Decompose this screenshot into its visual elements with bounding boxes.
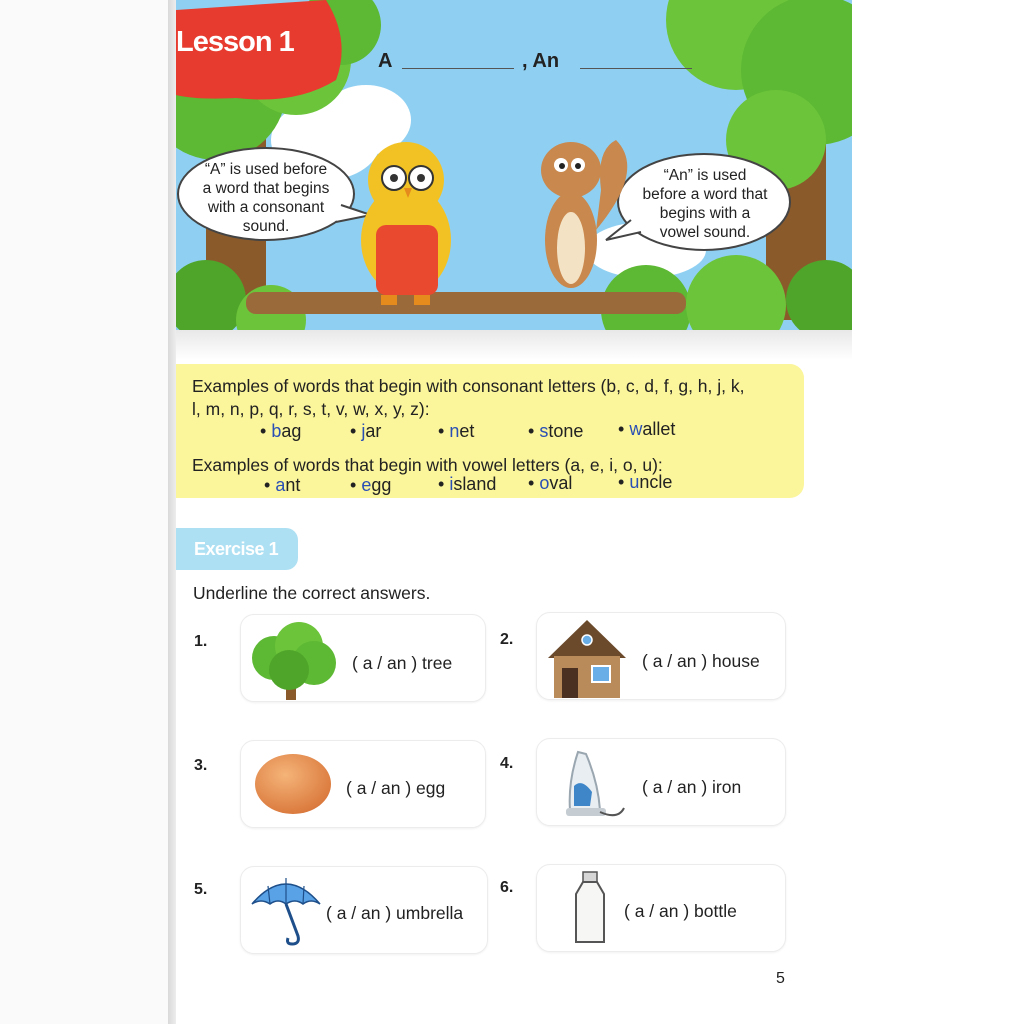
word-first-letter: o — [539, 473, 550, 493]
vowel-word-ant: • ant — [264, 475, 301, 495]
tree-icon — [244, 618, 344, 704]
item-number: 4. — [500, 755, 514, 772]
item-number: 1. — [194, 633, 208, 650]
blank-line-an — [580, 68, 692, 69]
word-first-letter: s — [539, 421, 549, 441]
word-rest: gg — [371, 475, 392, 495]
consonant-examples-heading-1: Examples of words that begin with consonant letters (b, c, d, f, g, h, j, k, — [192, 376, 745, 396]
owl-bubble-line: a word that begins — [202, 180, 330, 197]
owl-speech-bubble — [186, 160, 346, 236]
item-choice[interactable]: ( a / an ) tree — [352, 653, 453, 673]
squirrel-bubble-line: vowel sound. — [659, 224, 751, 241]
item-choice[interactable]: ( a / an ) house — [642, 651, 760, 671]
word-rest: tone — [548, 421, 584, 441]
vowel-word-egg: • egg — [350, 475, 392, 495]
owl-bubble-line: sound. — [242, 218, 290, 235]
consonant-word-net: • net — [438, 421, 475, 441]
word-rest: val — [549, 473, 573, 493]
heading-article-an: , An — [522, 50, 560, 72]
egg-icon — [254, 750, 334, 820]
word-first-letter: a — [275, 475, 286, 495]
word-first-letter: j — [361, 421, 366, 441]
banner-shadow — [176, 330, 852, 360]
lesson-title: Lesson 1 — [176, 26, 294, 58]
item-choice[interactable]: ( a / an ) umbrella — [326, 903, 464, 923]
house-icon — [544, 616, 630, 702]
exercise-tab: Exercise 1 — [176, 528, 298, 570]
exercise-instruction: Underline the correct answers. — [193, 583, 431, 603]
consonant-word-stone: • stone — [528, 421, 584, 441]
consonant-word-jar: • jar — [350, 421, 382, 441]
word-first-letter: w — [629, 419, 643, 439]
word-rest: nt — [285, 475, 301, 495]
squirrel-bubble-line: “An” is used — [663, 167, 747, 184]
squirrel-speech-bubble — [630, 166, 780, 242]
squirrel-bubble-line: begins with a — [659, 205, 751, 222]
word-first-letter: e — [361, 475, 372, 495]
item-choice[interactable]: ( a / an ) bottle — [624, 901, 737, 921]
consonant-word-wallet: • wallet — [618, 419, 676, 439]
vowel-word-island: • island — [438, 474, 497, 494]
squirrel-bubble-line: before a word that — [642, 186, 768, 203]
umbrella-icon — [248, 870, 328, 950]
heading-article-a: A — [378, 50, 393, 72]
item-choice[interactable]: ( a / an ) iron — [642, 777, 742, 797]
item-number: 5. — [194, 881, 208, 898]
word-rest: ag — [281, 421, 302, 441]
item-number: 2. — [500, 631, 514, 648]
word-rest: ncle — [639, 472, 673, 492]
item-number: 3. — [194, 757, 208, 774]
item-choice[interactable]: ( a / an ) egg — [346, 778, 446, 798]
blank-line-a — [402, 68, 514, 69]
iron-icon — [560, 742, 630, 822]
word-first-letter: n — [449, 421, 460, 441]
word-rest: sland — [453, 474, 497, 494]
word-rest: ar — [365, 421, 382, 441]
word-first-letter: u — [629, 472, 640, 492]
outer-margin — [0, 0, 176, 1024]
word-first-letter: i — [449, 474, 454, 494]
vowel-word-uncle: • uncle — [618, 472, 673, 492]
consonant-word-bag: • bag — [260, 421, 302, 441]
bottle-icon — [570, 870, 610, 946]
consonant-examples-heading-2: l, m, n, p, q, r, s, t, v, w, x, y, z): — [192, 399, 430, 419]
page-number: 5 — [776, 970, 785, 987]
vowel-examples-heading: Examples of words that begin with vowel letters (a, e, i, o, u): — [192, 455, 663, 475]
vowel-word-oval: • oval — [528, 473, 573, 493]
word-rest: et — [459, 421, 475, 441]
item-number: 6. — [500, 879, 514, 896]
owl-bubble-line: with a consonant — [207, 199, 325, 216]
word-first-letter: b — [271, 421, 282, 441]
owl-bubble-line: “A” is used before — [204, 161, 328, 178]
word-rest: allet — [642, 419, 676, 439]
